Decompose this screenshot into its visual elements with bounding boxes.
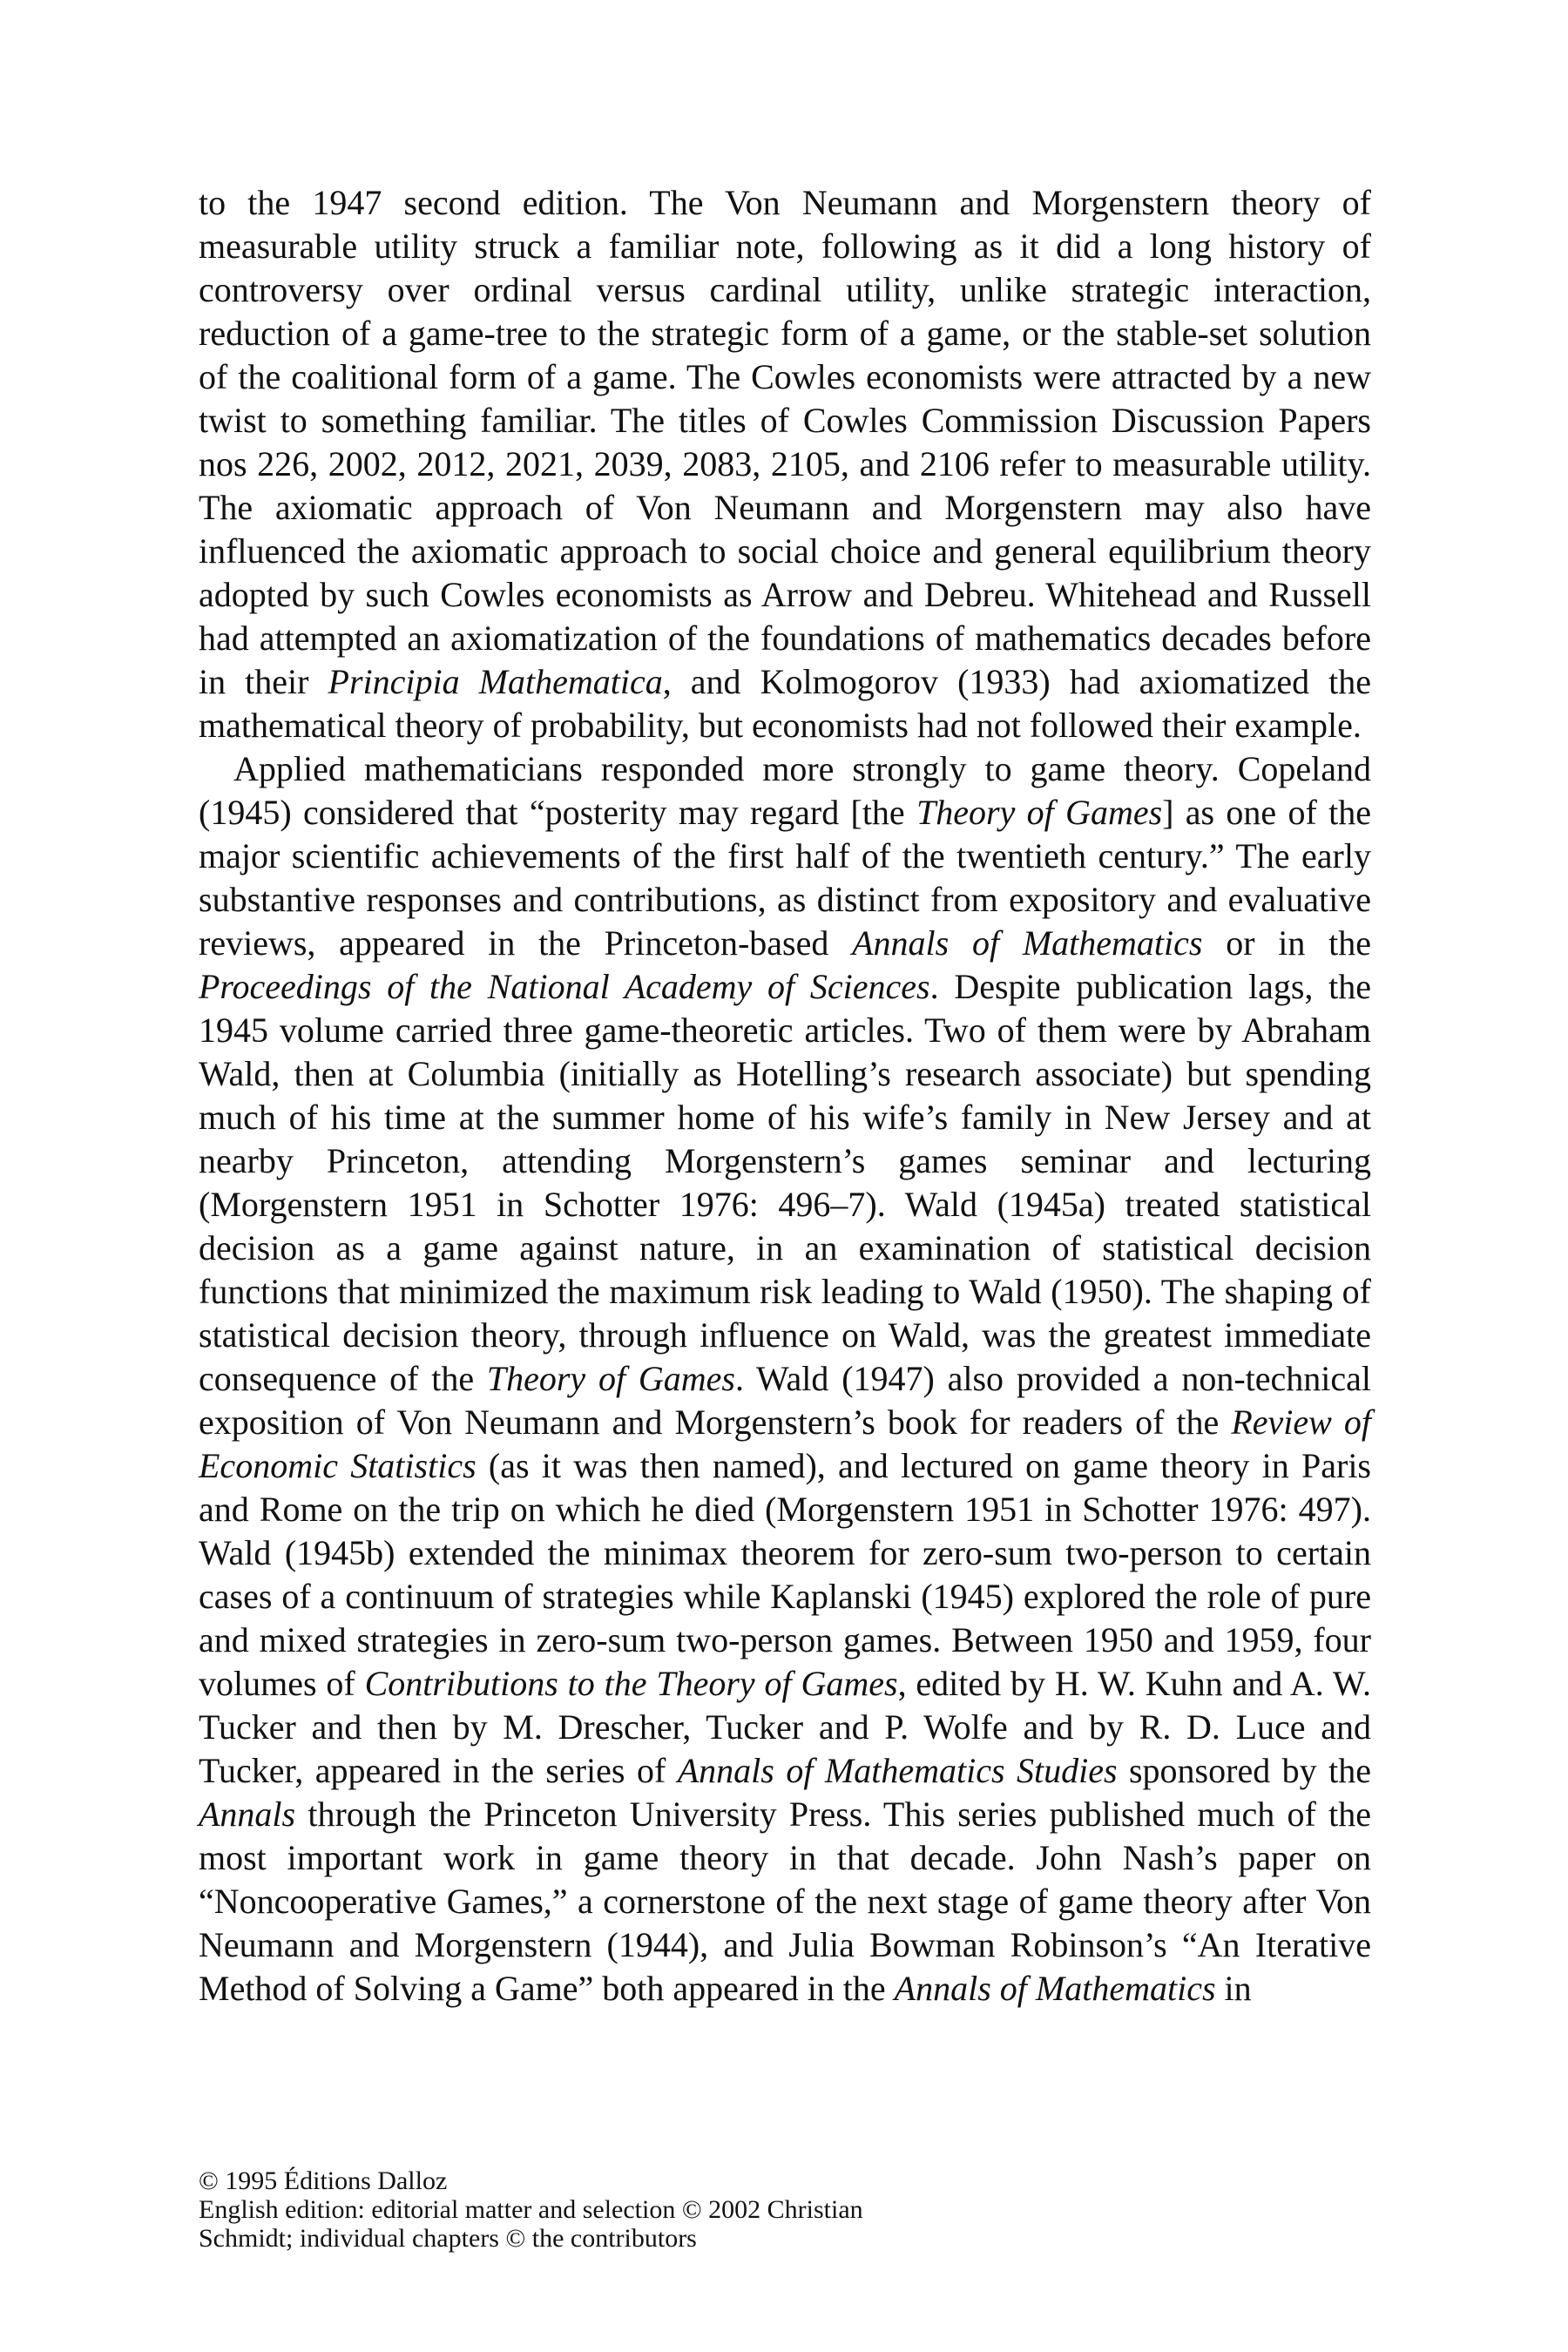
italic-title-text: Annals (199, 1794, 296, 1834)
copyright-line: © 1995 Éditions Dalloz (199, 2166, 448, 2195)
copyright-notice (199, 2166, 1070, 2253)
copyright-line: Schmidt; individual chapters © the contributors (199, 2224, 697, 2253)
italic-title-text: Annals of Mathematics (852, 923, 1203, 963)
italic-title-text: Annals of Mathematics Studies (677, 1751, 1118, 1790)
text-run: . Wald (1947) also provided a non-technical exposition of Von Neumann and Morgenstern’s book for readers of the (199, 1359, 1372, 1442)
text-run: sponsored by the (1117, 1751, 1371, 1790)
text-run: , and Kolmogorov (1933) had axiomatized the mathematical theory of probability, but economists had not followed their example. (199, 662, 1372, 745)
italic-title-text: Proceedings of the National Academy of Sciences (199, 967, 930, 1006)
text-run: or in the (1202, 923, 1371, 963)
text-run: (as it was then named), and lectured on game theory in Paris and Rome on the trip on which he died (Morgenstern 1951 in Schotter 1976: 497). Wald (1945b) extended the minimax theorem for zero-sum two-person to certain cases of a continuum of strategies while Kaplanski (1945) explored the role of pure and mixed strategies in zero-sum two-person games. Between 1950 and 1959, four volumes of (199, 1446, 1371, 1703)
body-text (199, 181, 1371, 2011)
paragraph-1 (199, 181, 1371, 747)
text-run: in (1215, 1969, 1252, 2008)
italic-title-text: Annals of Mathematics (894, 1969, 1216, 2008)
paragraph-2 (199, 747, 1371, 2011)
text-run: to the 1947 second edition. The Von Neumann and Morgenstern theory of measurable utility struck a familiar note, following as it did a long history of controversy over ordinal versus cardinal utility, unlike strategic interaction, reduction of a game-tree to the strategic form of a game, or the stable-set solution of the coalitional form of a game. The Cowles economists were attracted by a new twist to something familiar. The titles of Cowles Commission Discussion Papers nos 226, 2002, 2012, 2021, 2039, 2083, 2105, and 2106 refer to measurable utility. The axiomatic approach of Von Neumann and Morgenstern may also have influenced the axiomatic approach to social choice and general equilibrium theory adopted by such Cowles economists as Arrow and Debreu. Whitehead and Russell had attempted an axiomatization of the foundations of mathematics decades before in their (199, 183, 1371, 701)
italic-title-text: Theory of Games (486, 1359, 735, 1398)
copyright-line: English edition: editorial matter and selection © 2002 Christian (199, 2195, 863, 2224)
italic-title-text: Theory of Games (916, 793, 1163, 832)
text-run: through the Princeton University Press. This series published much of the most important work in game theory in that decade. John Nash’s paper on “Noncooperative Games,” a cornerstone of the next stage of game theory after Von Neumann and Morgenstern (1944), and Julia Bowman Robinson’s “An Iterative Method of Solving a Game” both appeared in the (199, 1794, 1371, 2008)
text-run: Applied mathematicians responded more strongly to game theory. Copeland (1945) considered that “posterity may regard [the (199, 749, 1371, 832)
text-run: ] as one of the major scientific achievements of the first half of the twentieth century.” The early substantive responses and contributions, as distinct from expository and evaluative reviews, appeared in the Princeton-based (199, 793, 1371, 963)
italic-title-text: Principia Mathematica (328, 662, 663, 701)
text-run: , edited by H. W. Kuhn and A. W. Tucker and then by M. Drescher, Tucker and P. Wolfe and by R. D. Luce and Tucker, appeared in the series of (199, 1664, 1371, 1790)
italic-title-text: Review of Economic Statistics (199, 1402, 1371, 1485)
text-run: . Despite publication lags, the 1945 volume carried three game-theoretic articles. Two of them were by Abraham Wald, then at Columbia (initially as Hotelling’s research associate) but spending much of his time at the summer home of his wife’s family in New Jersey and at nearby Princeton, attending Morgenstern’s games seminar and lecturing (Morgenstern 1951 in Schotter 1976: 496–7). Wald (1945a) treated statistical decision as a game against nature, in an examination of statistical decision functions that minimized the maximum risk leading to Wald (1950). The shaping of statistical decision theory, through influence on Wald, was the greatest immediate consequence of the (199, 967, 1371, 1398)
italic-title-text: Contributions to the Theory of Games (364, 1664, 898, 1703)
